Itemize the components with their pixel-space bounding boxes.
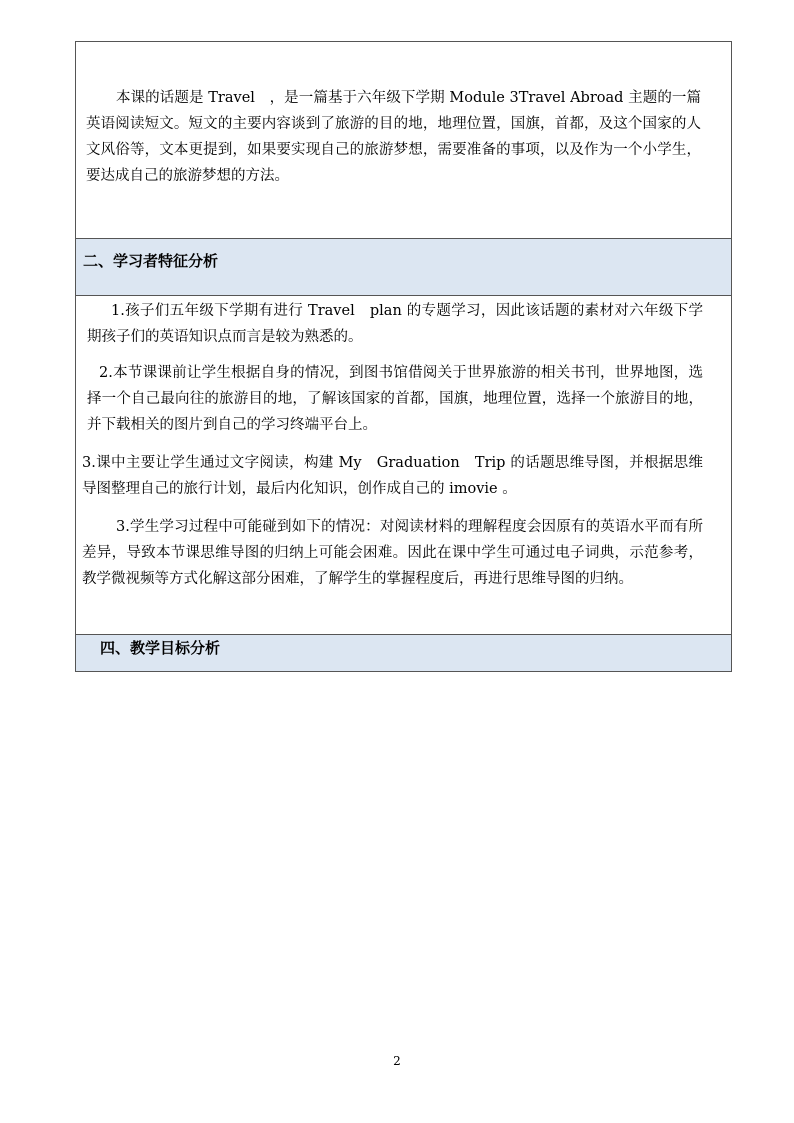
learner-paragraph: 3.学生学习过程中可能碰到如下的情况：对阅读材料的理解程度会因原有的英语水平而有所差异，导致本节课思维导图的归纳上可能会困难。因此在课中学生可通过电子词典，示范参考，教学微视频等方式化解这部分困难，了解学生的掌握程度后，再进行思维导图的归纳。 <box>82 519 703 587</box>
objectives-header <box>76 635 731 671</box>
topic-intro-text: 本课的话题是 Travel ，是一篇基于六年级下学期 Module 3Travel Abroad 主题的一篇英语阅读短文。短文的主要内容谈到了旅游的目的地，地理位置，国旗，首都，及这个国家的人文风俗等，文本更提到，如果要实现自己的旅游梦想，需要准备的事项，以及作为一个小学生，要达成自己的旅游梦想的方法。 <box>86 90 701 184</box>
lesson-plan-table <box>75 41 732 672</box>
learner-analysis-cell <box>76 296 731 635</box>
page-number: 2 <box>393 1054 401 1068</box>
topic-intro-cell <box>76 42 731 239</box>
learner-analysis-heading: 二、学习者特征分析 <box>83 252 219 270</box>
learner-analysis-header <box>76 239 731 296</box>
learner-paragraph: 1.孩子们五年级下学期有进行 Travel plan 的专题学习，因此该话题的素材对六年级下学期孩子们的英语知识点而言是较为熟悉的。 <box>87 303 703 345</box>
learner-paragraph: 2.本节课课前让学生根据自身的情况，到图书馆借阅关于世界旅游的相关书刊，世界地图，选择一个自己最向往的旅游目的地，了解该国家的首都，国旗，地理位置，选择一个旅游目的地，并下载相关的图片到自己的学习终端平台上。 <box>87 365 703 433</box>
objectives-heading: 四、教学目标分析 <box>100 639 221 657</box>
learner-paragraph: 3.课中主要让学生通过文字阅读，构建 My Graduation Trip 的话题思维导图，并根据思维导图整理自己的旅行计划，最后内化知识，创作成自己的 imovie 。 <box>82 455 703 497</box>
